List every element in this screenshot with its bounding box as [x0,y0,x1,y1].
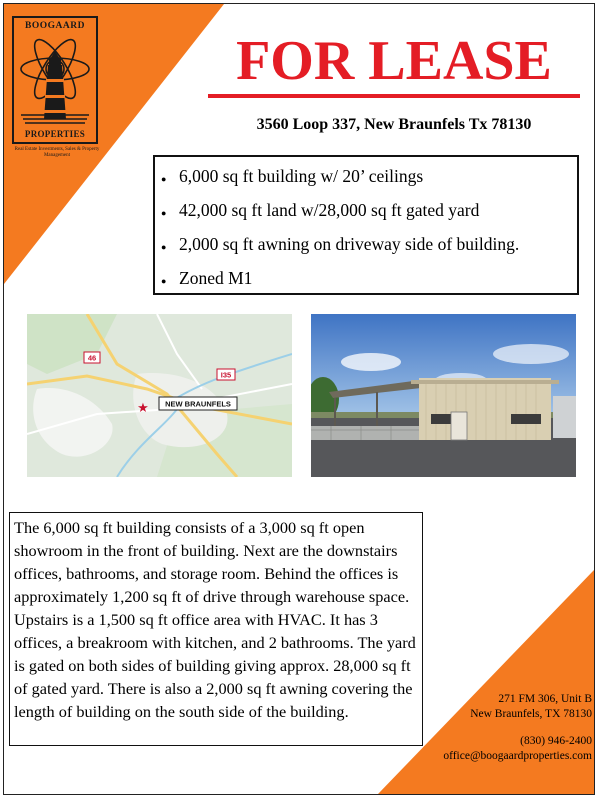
feature-text: 2,000 sq ft awning on driveway side of building. [179,234,520,254]
contact-phone[interactable]: (830) 946-2400 [520,735,592,747]
highway-46-label: 46 [87,353,97,363]
building-photo-graphic [311,314,576,477]
building-photo [311,314,576,477]
map-city-label: NEW BRAUNFELS [165,399,231,409]
feature-item [161,229,569,263]
feature-text: Zoned M1 [179,268,253,288]
bullet-icon: ● [161,242,167,252]
logo-tagline: Real Estate Investments, Sales & Property Management [14,147,100,159]
bullet-icon: ● [161,208,167,218]
bullet-icon: ● [161,276,167,286]
page-title: FOR LEASE [236,30,552,92]
highway-35-label: I35 [220,370,232,380]
contact-city: New Braunfels, TX 78130 [470,708,592,720]
property-address: 3560 Loop 337, New Braunfels Tx 78130 [256,116,532,133]
contact-email[interactable]: office@boogaardproperties.com [443,750,592,762]
bullet-icon: ● [161,174,167,184]
feature-item [161,161,569,195]
logo-name-bottom: PROPERTIES [24,129,86,139]
lighthouse-icon [17,33,93,125]
company-logo [12,16,98,144]
features-list [161,161,569,297]
logo-name-top: BOOGAARD [25,21,85,31]
feature-item [161,195,569,229]
contact-street: 271 FM 306, Unit B [498,693,592,705]
feature-text: 42,000 sq ft land w/28,000 sq ft gated yard [179,200,480,220]
contact-spacer [392,722,592,734]
feature-text: 6,000 sq ft building w/ 20’ ceilings [179,166,424,186]
star-marker-icon: ★ [137,401,149,416]
map-graphic [27,314,292,477]
location-map [27,314,292,477]
features-box [153,155,579,295]
contact-info [392,692,592,764]
feature-item [161,263,569,297]
property-description: The 6,000 sq ft building consists of a 3,000 sq ft open showroom in the front of building. Next are the downstairs offices, bathrooms, and storage room. Behind the offices is approximately 1,200 sq ft of drive through warehouse space. Upstairs is a 1,500 sq ft office area with HVAC. It has 3 offices, a breakroom with kitchen, and 2 bathrooms. The yard is gated on both sides of building giving approx. 28,000 sq ft of gated yard. There is also a 2,000 sq ft awning covering the length of building on the south side of the building. [9,512,423,746]
title-underline [208,94,580,98]
